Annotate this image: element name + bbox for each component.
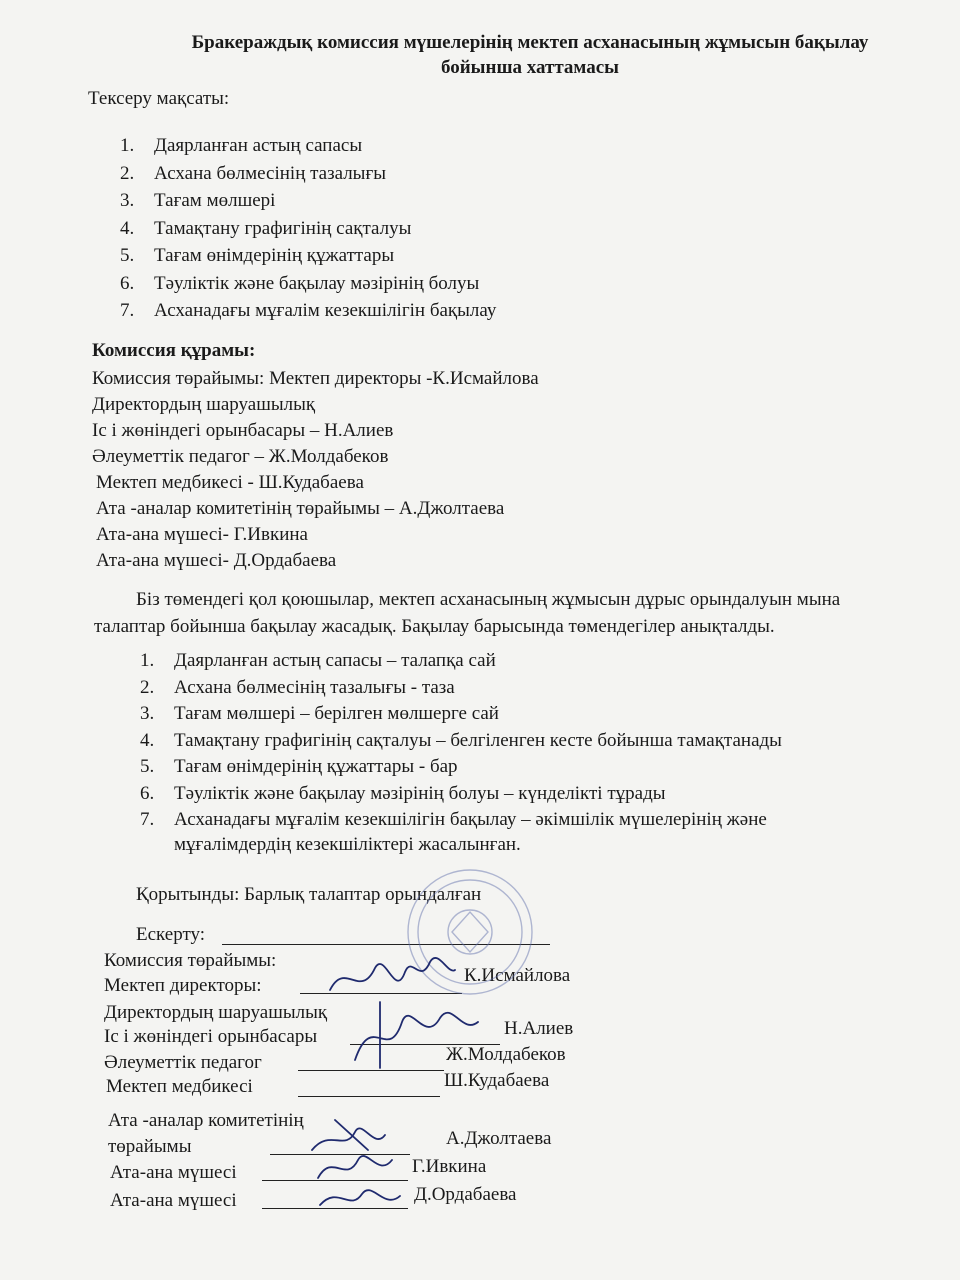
composition-line: Мектеп медбикесі - Ш.Кудабаева <box>96 472 364 493</box>
list-item: 2. Асхана бөлмесінің тазалығы <box>120 162 386 184</box>
social-name: Ж.Молдабеков <box>446 1044 566 1065</box>
member1-name: Г.Ивкина <box>412 1156 487 1177</box>
parents-name: А.Джолтаева <box>446 1128 552 1149</box>
director-name: К.Исмайлова <box>464 965 571 986</box>
director-signature <box>330 958 455 990</box>
parents-label-2: төрайымы <box>108 1136 192 1157</box>
list-item: 7. Асханадағы мұғалім кезекшілігін бақылау – әкімшілік мүшелерінің және мұғалімдердің кезекшіліктері жасалынған. <box>140 809 767 855</box>
composition-line: Директордың шаруашылық <box>92 394 316 415</box>
deputy-name: Н.Алиев <box>504 1018 574 1039</box>
goals-label: Тексеру мақсаты: <box>88 88 230 109</box>
paragraph-line-1: Біз төмендегі қол қоюшылар, мектеп асханасының жұмысын дұрыс орындалуын мына <box>136 589 841 610</box>
composition-line: Комиссия төрайымы: Мектеп директоры -К.Исмайлова <box>92 368 539 389</box>
director-label: Мектеп директоры: <box>104 975 262 996</box>
stamp-seal <box>408 870 532 994</box>
composition-line: Әлеуметтік педагог – Ж.Молдабеков <box>92 446 389 467</box>
deputy-label-2: Іс і жөніндегі орынбасары <box>104 1026 318 1047</box>
note-label: Ескерту: <box>136 924 206 945</box>
list-item: 7. Асханадағы мұғалім кезекшілігін бақылау <box>120 300 497 321</box>
deputy-label-1: Директордың шаруашылық <box>104 1002 328 1023</box>
composition-heading: Комиссия құрамы: <box>92 340 256 361</box>
member2-label: Ата-ана мүшесі <box>110 1190 237 1211</box>
list-item: 5. Тағам өнімдерінің құжаттары - бар <box>140 756 458 777</box>
list-item: 1. Даярланған астың сапасы <box>120 135 363 156</box>
composition-line: Іс і жөніндегі орынбасары – Н.Алиев <box>92 420 394 441</box>
member2-signature <box>320 1190 400 1205</box>
list-item: 3. Тағам мөлшері – берілген мөлшерге сай <box>140 703 499 724</box>
title-line-1: Бракераждық комиссия мүшелерінің мектеп асханасының жұмысын бақылау <box>191 32 869 53</box>
list-item: 2. Асхана бөлмесінің тазалығы - таза <box>140 676 455 698</box>
composition-line: Ата -аналар комитетінің төрайымы – А.Джолтаева <box>96 498 505 519</box>
deputy-signature <box>355 1002 478 1068</box>
member1-label: Ата-ана мүшесі <box>110 1162 237 1183</box>
nurse-name: Ш.Кудабаева <box>444 1070 550 1091</box>
list-item: 6. Тәуліктік және бақылау мәзірінің болуы – күнделікті тұрады <box>140 782 666 804</box>
member2-name: Д.Ордабаева <box>414 1184 517 1205</box>
list-item: 4. Тамақтану графигінің сақталуы <box>120 217 412 239</box>
composition-line: Ата-ана мүшесі- Г.Ивкина <box>96 524 308 545</box>
conclusion: Қорытынды: Барлық талаптар орындалған <box>136 884 482 905</box>
social-label: Әлеуметтік педагог <box>104 1052 262 1073</box>
title-line-2: бойынша хаттамасы <box>440 57 619 78</box>
paragraph-line-2: талаптар бойынша бақылау жасадық. Бақылау барысында төмендегілер анықталды. <box>94 616 775 637</box>
member1-signature <box>318 1156 392 1178</box>
nurse-label: Мектеп медбикесі <box>106 1076 253 1097</box>
composition-line: Ата-ана мүшесі- Д.Ордабаева <box>96 550 337 571</box>
parents-signature <box>312 1120 385 1150</box>
list-item: 6. Тәуліктік және бақылау мәзірінің болуы <box>120 272 480 294</box>
list-item: 3. Тағам мөлшері <box>120 190 276 211</box>
parents-label-1: Ата -аналар комитетінің <box>108 1110 304 1131</box>
list-item: 1. Даярланған астың сапасы – талапқа сай <box>140 650 496 671</box>
chair-label: Комиссия төрайымы: <box>104 950 277 971</box>
list-item: 5. Тағам өнімдерінің құжаттары <box>120 245 395 266</box>
list-item: 4. Тамақтану графигінің сақталуы – белгіленген кесте бойынша тамақтанады <box>140 729 782 751</box>
